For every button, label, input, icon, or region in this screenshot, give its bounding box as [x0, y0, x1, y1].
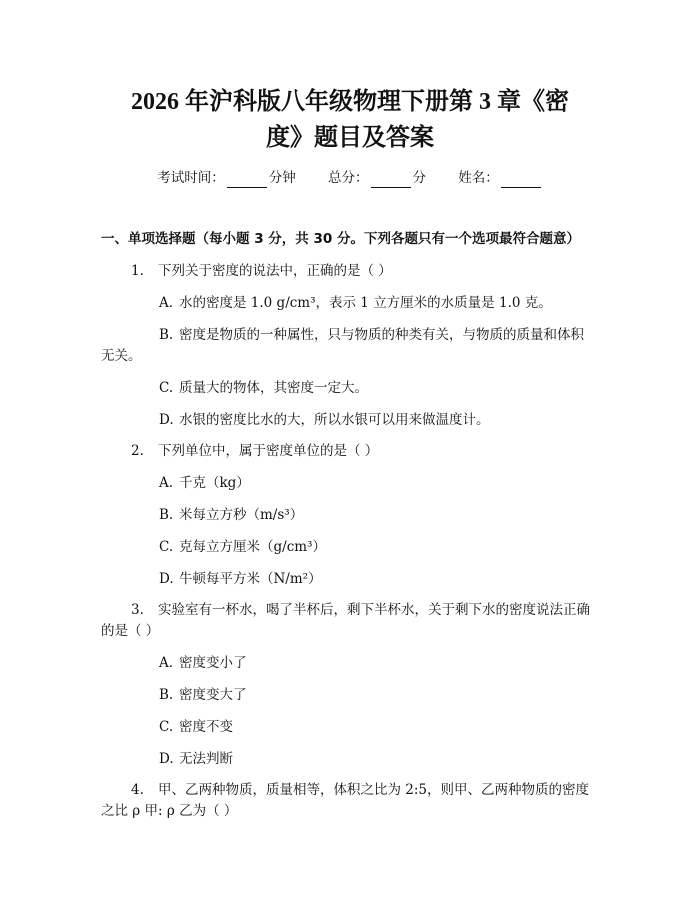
question-4: [131, 780, 589, 800]
question-3-continuation: 的是（ ）: [101, 623, 160, 639]
option-text: 米每立方秒（m/s³）: [179, 507, 304, 523]
question-3-option-b: [159, 685, 247, 705]
exam-score-blank: [371, 173, 411, 188]
question-2-option-c: [159, 537, 326, 557]
document-title-line1: 2026 年沪科版八年级物理下册第 3 章《密: [131, 89, 569, 115]
option-text: 克每立方厘米（g/cm³）: [179, 539, 326, 555]
option-letter: D.: [159, 571, 174, 587]
exam-time-blank: [227, 173, 267, 188]
question-3: [131, 600, 590, 620]
exam-name-label: 姓名：: [458, 170, 499, 186]
question-3-option-c: [159, 717, 233, 737]
exam-time: [157, 168, 296, 188]
question-number: 3.: [131, 602, 144, 618]
exam-name-blank: [501, 173, 541, 188]
question-number: 4.: [131, 782, 144, 798]
exam-score-label: 总分：: [328, 170, 369, 186]
section-heading: 一、单项选择题（每小题 3 分，共 30 分。下列各题只有一个选项最符合题意）: [101, 231, 580, 247]
option-text: 千克（kg）: [179, 475, 250, 491]
question-2: [131, 441, 378, 461]
question-text: 实验室有一杯水，喝了半杯后，剩下半杯水，关于剩下水的密度说法正确: [158, 602, 590, 618]
option-letter: D.: [159, 751, 174, 767]
question-number: 2.: [131, 443, 144, 459]
option-text: 密度是物质的一种属性，只与物质的种类有关，与物质的质量和体积: [179, 327, 584, 343]
option-text: 密度变小了: [179, 655, 247, 671]
exam-score-unit: 分: [412, 170, 426, 186]
question-1-option-a: [159, 293, 552, 313]
question-2-option-d: [159, 569, 322, 589]
option-text: 质量大的物体，其密度一定大。: [179, 380, 368, 396]
question-4-continuation: 之比 ρ 甲: ρ 乙为（ ）: [101, 803, 238, 819]
option-letter: C.: [159, 380, 174, 396]
exam-time-unit: 分钟: [268, 170, 296, 186]
question-number: 1.: [131, 263, 144, 279]
exam-meta: [0, 168, 700, 188]
question-1-option-b-continuation: 无关。: [101, 348, 142, 364]
option-text: 密度不变: [179, 719, 233, 735]
question-text: 甲、乙两种物质，质量相等，体积之比为 2:5，则甲、乙两种物质的密度: [158, 782, 590, 798]
option-letter: D.: [159, 412, 174, 428]
option-letter: C.: [159, 539, 174, 555]
option-text: 水银的密度比水的大，所以水银可以用来做温度计。: [179, 412, 490, 428]
question-3-option-d: [159, 749, 233, 769]
question-1-option-d: [159, 410, 490, 430]
question-3-option-a: [159, 653, 247, 673]
option-letter: B.: [159, 687, 174, 703]
option-letter: A.: [159, 295, 174, 311]
question-1: [131, 261, 392, 281]
option-letter: A.: [159, 655, 174, 671]
option-text: 牛顿每平方米（N/m²）: [179, 571, 322, 587]
exam-time-label: 考试时间：: [157, 170, 225, 186]
option-letter: B.: [159, 327, 174, 343]
question-text: 下列单位中，属于密度单位的是（ ）: [158, 443, 379, 459]
option-letter: A.: [159, 475, 174, 491]
question-2-option-b: [159, 505, 303, 525]
option-letter: B.: [159, 507, 174, 523]
question-1-option-b: [159, 325, 584, 345]
option-text: 水的密度是 1.0 g/cm³，表示 1 立方厘米的水质量是 1.0 克。: [179, 295, 552, 311]
question-2-option-a: [159, 473, 250, 493]
question-1-option-c: [159, 378, 368, 398]
question-text: 下列关于密度的说法中，正确的是（ ）: [158, 263, 392, 279]
option-letter: C.: [159, 719, 174, 735]
option-text: 无法判断: [179, 751, 233, 767]
exam-name: [458, 168, 543, 188]
option-text: 密度变大了: [179, 687, 247, 703]
document-title-line2: 度》题目及答案: [266, 125, 434, 151]
exam-score: [328, 168, 426, 188]
